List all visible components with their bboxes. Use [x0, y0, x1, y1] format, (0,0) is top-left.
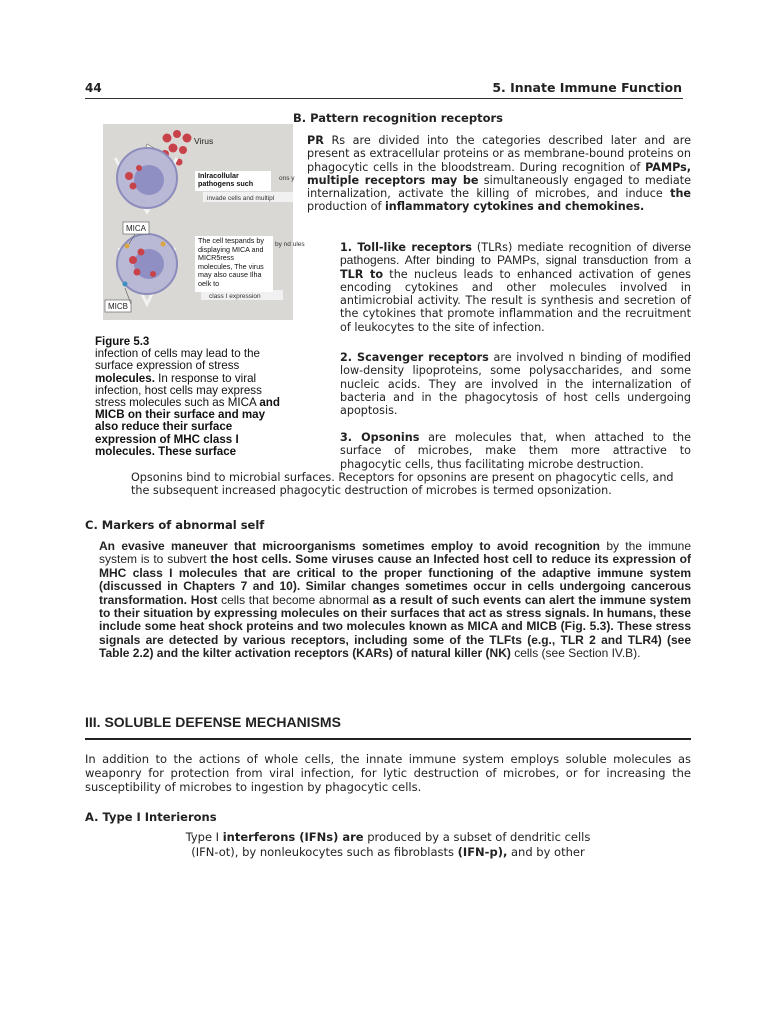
virus-label: Virus: [194, 136, 214, 146]
box2-peek: by nd ules: [275, 241, 305, 248]
infected-cell-icon: [117, 148, 177, 208]
figure-caption-label: Figure 5.3: [95, 336, 150, 348]
figure-illustration: [103, 124, 305, 320]
header-rule: [85, 98, 683, 99]
section-b-heading: B. Pattern recognition receptors: [293, 111, 503, 125]
figure-box-1-text: Inlracollular pathogens such: [198, 171, 254, 189]
item-opsonins: 3. Opsonins are molecules that, when attached to the surface of microbes, make them more attractive to phagocytic cells, thus facilitating microbe destruction.: [340, 431, 691, 471]
interferons-line-2: (IFN-ot), by nonleukocytes such as fibroblasts (IFN-p), and by other: [191, 845, 585, 859]
figure-caption: [95, 336, 280, 458]
caption-text-4: and MICB on their surface and may also reduce their surface expression of MHC class I molecules. These surface: [95, 396, 280, 458]
box1-peek: ons y: [279, 175, 295, 182]
caption-text-2: molecules.: [95, 371, 155, 385]
figure-text-box-1: [195, 171, 271, 191]
stressed-cell-icon: [117, 234, 177, 294]
box2-bottom: class I expression: [209, 293, 261, 300]
mica-label: MICA: [126, 224, 146, 233]
section-iii-heading: III. SOLUBLE DEFENSE MECHANISMS: [85, 714, 341, 730]
box1-bottom: invade cells and multipl: [207, 195, 275, 202]
interferons-line-1: Type I interferons (IFNs) are produced by a subset of dendritic cells: [185, 830, 591, 844]
type-i-interferons-heading: A. Type I Interierons: [85, 810, 217, 824]
micb-label: MICB: [108, 302, 128, 311]
item-scavenger-receptors: 2. Scavenger receptors are involved n binding of modified low-density lipoproteins, some polysaccharides, and some nucleic acids. They are involved in the internalization of bacteria and in the phagocytosis of host cells undergoing apoptosis.: [340, 351, 691, 418]
figure-text-box-2: [195, 236, 273, 292]
chapter-title: 5. Innate Immune Function: [492, 80, 682, 95]
section-iii-intro: In addition to the actions of whole cells, the innate immune system employs soluble molecules as weaponry for protection from viral infection, for lytic destruction of microbes, or for increasing the susceptibility of microbes to ingestion by phagocytic cells.: [85, 752, 691, 794]
section-iii-rule: [85, 738, 691, 740]
caption-text-3: In response to viral infection, host cells may express stress molecules such as MICA: [95, 371, 262, 410]
section-c-heading: C. Markers of abnormal self: [85, 518, 265, 532]
item-toll-like-receptors: 1. Toll-like receptors (TLRs) mediate recognition of diverse pathogens. After binding to PAMPs, signal transduction from a TLR to the nucleus leads to enhanced activation of genes encoding cytokines and other molecules involved in antimicrobial activity. The result is synthesis and secretion of the cytokines that promote inflammation and the recruitment of leukocytes to the site of infection.: [340, 240, 692, 334]
section-c-paragraph: An evasive maneuver that microorganisms sometimes employ to avoid recognition by the immune system is to subvert the host cells. Some viruses cause an Infected host cell to reduce its expression of MHC class I molecules that are critical to the proper functioning of the adaptive immune system (discussed in Chapters 7 and 10). Similar changes sometimes occur in cells undergoing cancerous transformation. Host cells that become abnormal as a result of such events can alert the immune system to their situation by expressing molecules on their surfaces that act as stress signals. In humans, these include some heat shock proteins and two molecules known as MICA and MICB (Fig. 5.3). These stress signals are detected by various receptors, including some of the TLFts (e.g., TLR 2 and TLR4) (see Table 2.2) and the kilter activation receptors (KARs) of natural killer (NK) cells (see Section IV.B).: [99, 539, 691, 661]
section-b-intro: PR Rs are divided into the categories described later and are present as extracellular proteins or as membrane-bound proteins on phagocytic cells in the bloodstream. During recognition of PAMPs, multiple receptors may be simultaneously engaged to mediate internalization, activate the killing of microbes, and induce the production of inflammatory cytokines and chemokines.: [307, 134, 691, 214]
caption-text-1: infection of cells may lead to the surface expression of stress: [95, 347, 260, 373]
opsonins-continuation: Opsonins bind to microbial surfaces. Receptors for opsonins are present on phagocytic cells, and the subsequent increased phagocytic destruction of microbes is termed opsonization.: [131, 471, 674, 498]
figure-box-2-text: The cell tespands by displaying MICA and MICR5ress molecules, The virus may also cause Ilha oelk to: [198, 236, 264, 288]
page-number: 44: [85, 81, 102, 95]
